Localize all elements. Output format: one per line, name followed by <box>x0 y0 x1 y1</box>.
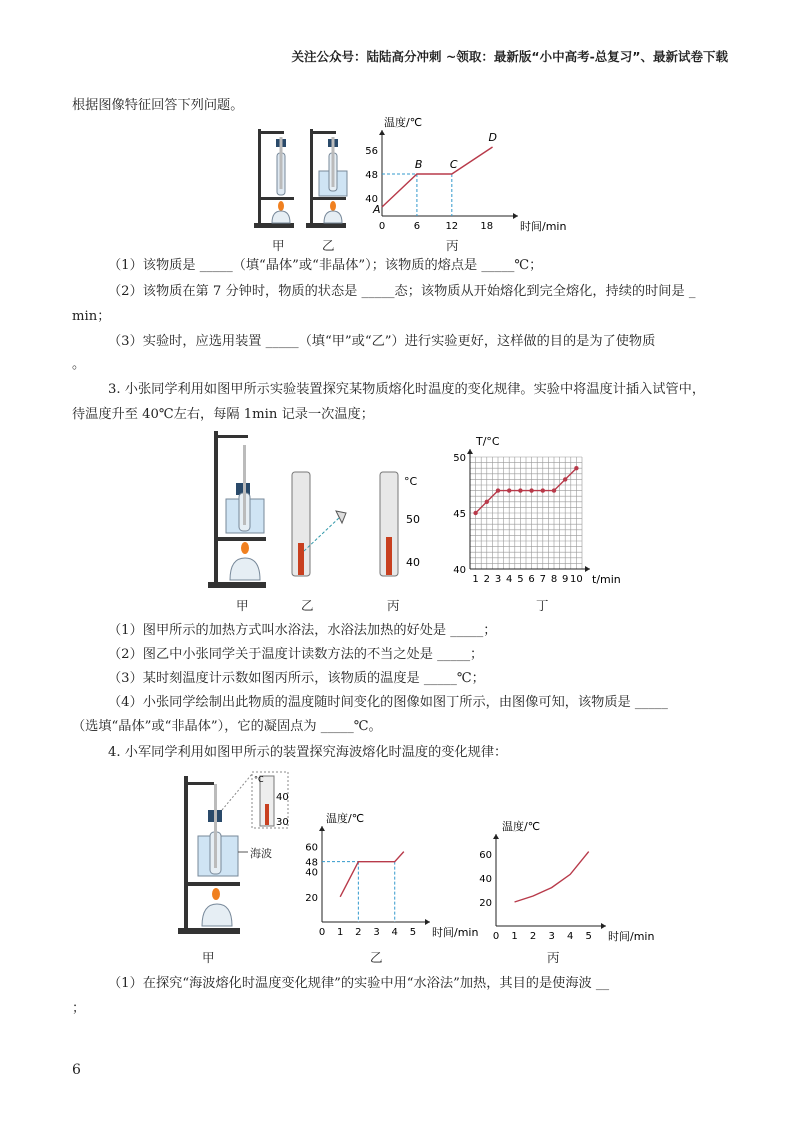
caption-q2-yi: 乙 <box>322 238 335 253</box>
y-axis-arrow <box>467 449 473 454</box>
y-axis-arrow <box>379 130 385 135</box>
q3-stem-1: 3. 小张同学利用如图甲所示实验装置探究某物质熔化时温度的变化规律。实验中将温度计插入试管中， <box>108 382 706 397</box>
q4-stem: 4. 小军同学利用如图甲所示的装置探究海波熔化时温度的变化规律： <box>108 745 508 760</box>
data-point <box>574 466 578 470</box>
apparatus-yi <box>306 129 347 228</box>
x-tick-label: 3 <box>548 931 555 942</box>
data-point <box>529 488 533 492</box>
point-label: B <box>414 158 423 171</box>
q3-part-2: （2）图乙中小张同学关于温度计读数方法的不当之处是 _____； <box>108 647 484 662</box>
x-tick-label: 2 <box>355 927 362 938</box>
y-tick-label: 60 <box>479 850 492 861</box>
y-tick-label: 48 <box>365 170 378 181</box>
q2-part-3-cont: 。 <box>72 357 86 372</box>
data-point <box>552 488 556 492</box>
x-tick-label: 1 <box>511 931 518 942</box>
x-axis-label: t/min <box>592 573 621 586</box>
chart-q4-yi <box>300 812 480 942</box>
q3-apparatus-and-thermometers <box>200 425 440 595</box>
svg-text:40: 40 <box>276 792 289 803</box>
apparatus-jia-yi <box>250 123 360 233</box>
point-label: A <box>373 203 381 216</box>
data-point <box>518 488 522 492</box>
q3-stem-2: 待温度升至 40℃左右，每隔 1min 记录一次温度； <box>72 407 374 422</box>
caption-q4-jia: 甲 <box>202 950 215 965</box>
x-axis-arrow <box>513 213 518 219</box>
svg-text:°C: °C <box>254 775 264 784</box>
x-axis-label: 时间/min <box>520 220 567 233</box>
x-axis-label: 时间/min <box>432 926 479 939</box>
y-axis-label: 温度/℃ <box>502 820 541 833</box>
q2-part-1: （1）该物质是 _____（填“晶体”或“非晶体”）；该物质的熔点是 _____℃； <box>108 258 543 273</box>
y-tick-label: 40 <box>305 867 318 879</box>
y-axis-label: 温度/℃ <box>326 812 365 825</box>
y-axis-label: T/°C <box>476 435 500 448</box>
x-tick-label: 3 <box>494 574 502 585</box>
series-line <box>515 852 589 902</box>
data-point <box>507 488 511 492</box>
data-point <box>541 488 545 492</box>
x-tick-label: 6 <box>413 221 421 232</box>
svg-text:40: 40 <box>406 556 420 569</box>
x-tick-label: 8 <box>550 574 558 585</box>
x-tick-label: 12 <box>445 221 459 232</box>
q3-part-4: （4）小张同学绘制出此物质的温度随时间变化的图像如图丁所示，由图像可知，该物质是 _____ <box>108 695 668 710</box>
y-axis-label: 温度/℃ <box>384 116 423 129</box>
q4-part-1-cont: ； <box>72 1001 86 1016</box>
intro-text: 根据图像特征回答下列问题。 <box>72 98 244 113</box>
q2-part-2-cont: min； <box>72 309 111 324</box>
caption-q3-jia: 甲 <box>236 598 249 613</box>
data-point <box>485 500 489 504</box>
x-tick-label: 5 <box>409 927 417 938</box>
point-label: C <box>449 158 458 171</box>
x-tick-label: 3 <box>373 927 380 938</box>
y-tick-label: 56 <box>365 146 378 157</box>
x-tick-label: 5 <box>585 931 592 942</box>
x-tick-label: 9 <box>562 574 569 585</box>
data-point <box>496 488 500 492</box>
x-tick-label: 18 <box>480 221 494 232</box>
q3-part-3: （3）某时刻温度计示数如图丙所示，该物质的温度是 _____℃； <box>108 671 485 686</box>
y-tick-label: 50 <box>453 453 466 464</box>
q2-part-3: （3）实验时，应选用装置 _____（填“甲”或“乙”）进行实验更好，这样做的目的是为了使物质 <box>108 334 656 349</box>
x-tick-label: 0 <box>378 221 386 232</box>
x-axis-label: 时间/min <box>608 930 655 943</box>
point-label: D <box>488 131 498 144</box>
y-tick-label: 20 <box>305 892 318 904</box>
svg-text:50: 50 <box>406 513 420 526</box>
caption-q4-yi: 乙 <box>370 950 383 965</box>
caption-q3-ding: 丁 <box>536 598 549 613</box>
caption-q2-bing: 丙 <box>446 238 459 253</box>
thermometer-bing <box>380 472 420 576</box>
label-haibo: 海波 <box>250 847 272 860</box>
svg-text:°C: °C <box>404 475 418 488</box>
x-tick-label: 2 <box>529 931 537 942</box>
apparatus-jia <box>254 129 294 228</box>
page-header: 关注公众号：陆陆高分冲刺 ~领取：最新版“小中高考-总复习”、最新试卷下载 <box>291 49 728 64</box>
y-tick-label: 40 <box>365 194 378 205</box>
y-tick-label: 45 <box>453 509 466 520</box>
svg-text:30: 30 <box>276 817 289 828</box>
x-tick-label: 10 <box>570 574 583 585</box>
thermometer-yi <box>292 472 346 576</box>
x-tick-label: 7 <box>539 574 546 585</box>
q3-part-1: （1）图甲所示的加热方式叫水浴法，水浴法加热的好处是 _____； <box>108 623 497 638</box>
x-tick-label: 1 <box>472 574 479 585</box>
x-tick-label: 0 <box>492 931 500 942</box>
x-tick-label: 4 <box>566 931 574 942</box>
y-tick-label: 48 <box>305 857 318 869</box>
x-axis-arrow <box>585 566 590 572</box>
chart-q4-bing <box>470 822 655 947</box>
y-tick-label: 20 <box>479 898 492 909</box>
y-tick-label: 40 <box>453 565 466 576</box>
x-tick-label: 4 <box>391 927 398 938</box>
caption-q4-bing: 丙 <box>547 950 560 965</box>
y-axis-arrow <box>493 834 499 839</box>
y-tick-label: 40 <box>479 874 492 885</box>
q3-part-4-cont: （选填“晶体”或“非晶体”），它的凝固点为 _____℃。 <box>72 719 382 734</box>
caption-q2-jia: 甲 <box>272 238 285 253</box>
q3-apparatus-jia <box>208 431 266 588</box>
chart-q2-bing <box>360 116 567 236</box>
series-line <box>382 147 493 207</box>
caption-q3-bing: 丙 <box>387 598 400 613</box>
caption-q3-yi: 乙 <box>301 598 314 613</box>
x-tick-label: 6 <box>528 574 535 585</box>
q4-apparatus-jia <box>170 770 320 940</box>
q4-part-1: （1）在探究“海波熔化时温度变化规律”的实验中用“水浴法”加热，其目的是使海波 __ <box>108 976 610 991</box>
x-tick-label: 5 <box>517 574 524 585</box>
y-axis-arrow <box>319 826 325 831</box>
q2-part-2: （2）该物质在第 7 分钟时，物质的状态是 _____态；该物质从开始熔化到完全熔化，持续的时间是 _ <box>108 284 696 299</box>
x-tick-label: 1 <box>336 927 344 938</box>
x-axis-arrow <box>601 923 606 929</box>
x-tick-label: 0 <box>318 927 326 938</box>
page-number: 6 <box>72 1062 81 1078</box>
chart-q3-ding <box>440 435 625 590</box>
x-tick-label: 4 <box>506 574 513 585</box>
x-axis-arrow <box>425 919 430 925</box>
y-tick-label: 60 <box>305 842 318 854</box>
x-tick-label: 2 <box>483 574 490 585</box>
data-point <box>473 511 477 515</box>
data-point <box>563 477 567 481</box>
